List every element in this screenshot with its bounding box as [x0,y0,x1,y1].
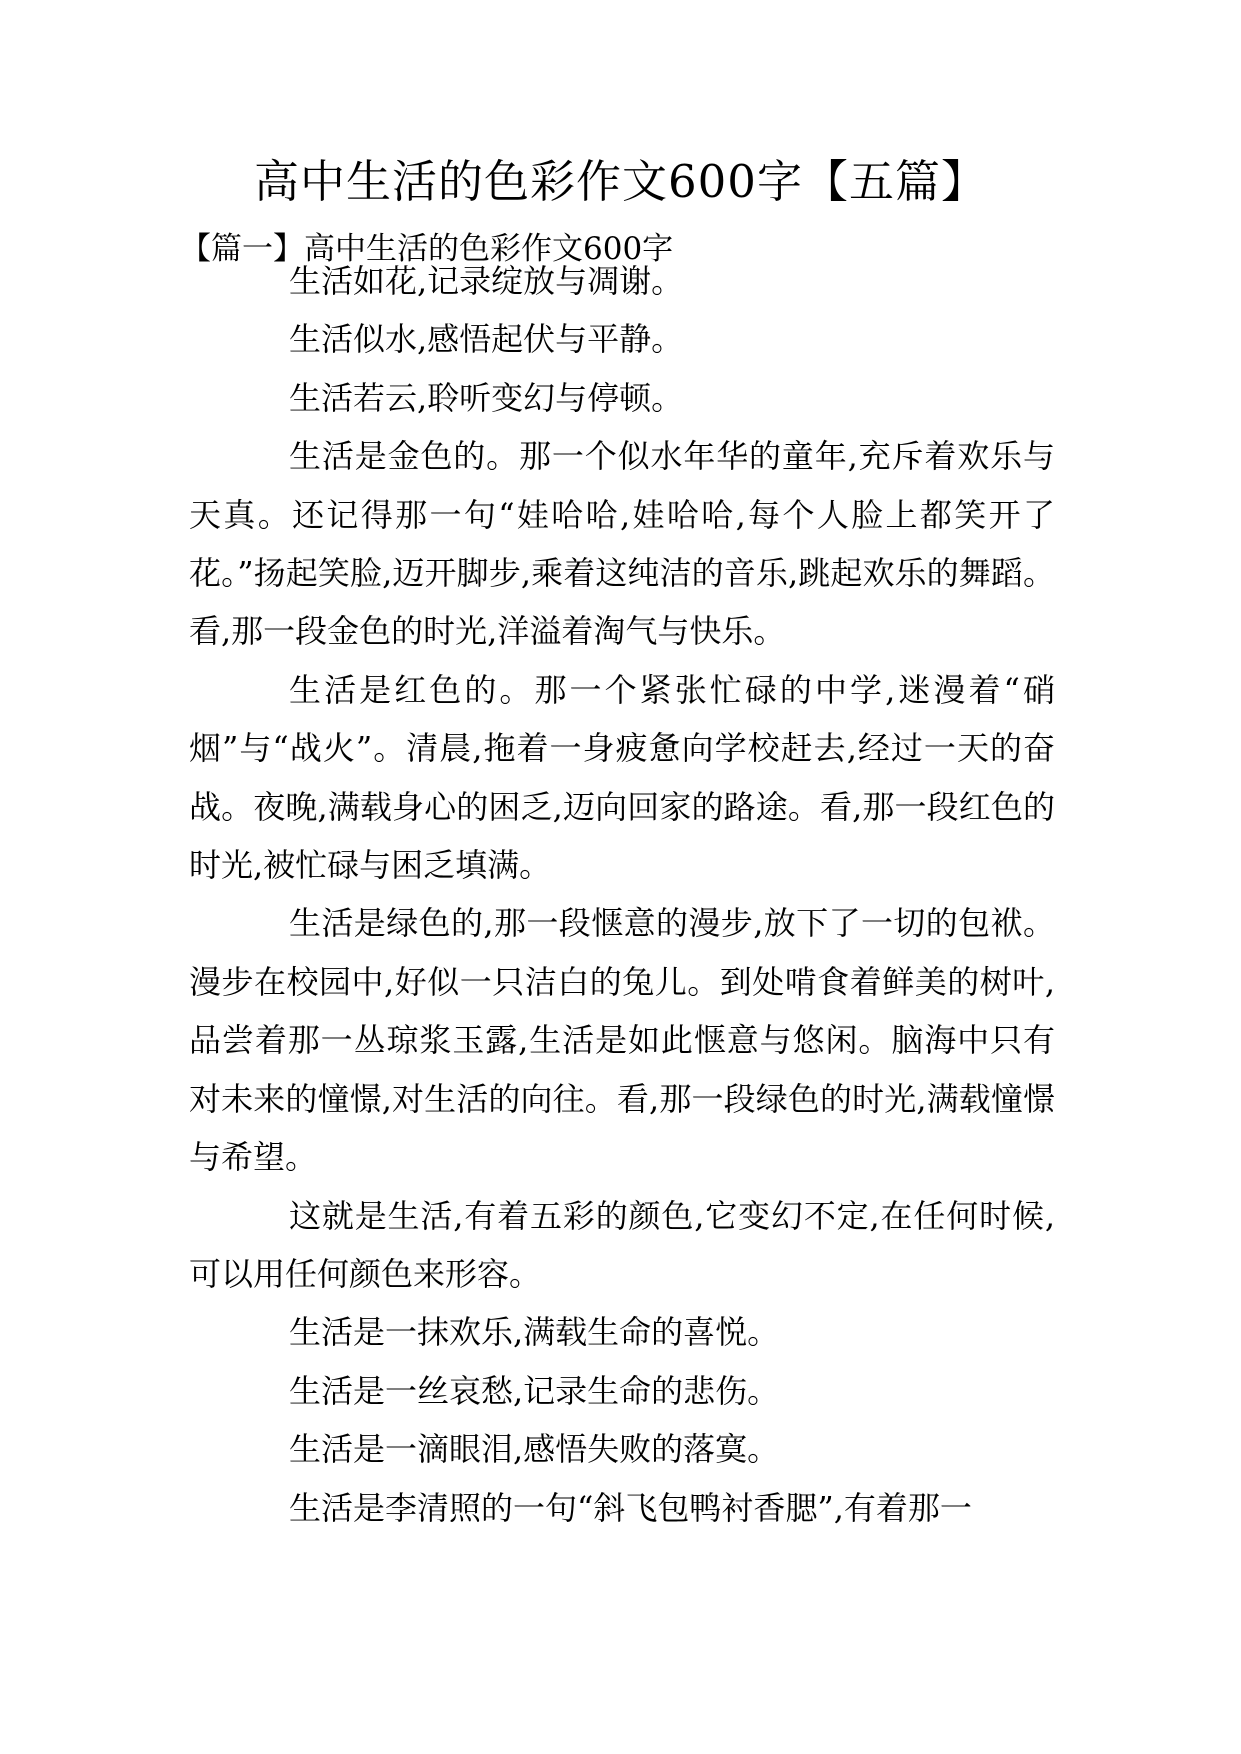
paragraph: 生活是金色的。那一个似水年华的童年,充斥着欢乐与天真。还记得那一句“娃哈哈,娃哈哈,每个人脸上都笑开了花。”扬起笑脸,迈开脚步,乘着这纯洁的音乐,跳起欢乐的舞蹈。看,那一段金色的时光,洋溢着淘气与快乐。 [189,437,1055,651]
paragraph: 生活如花,记录绽放与凋谢。 [289,262,684,300]
paragraph: 生活是一滴眼泪,感悟失败的落寞。 [289,1430,780,1469]
paragraph: 生活是一抹欢乐,满载生命的喜悦。 [289,1313,780,1352]
body-text [189,252,1055,1537]
section-heading: 【篇一】高中生活的色彩作文600字 [180,231,674,267]
document-title: 高中生活的色彩作文600字【五篇】 [254,155,987,208]
paragraph: 生活是李清照的一句“斜飞包鸭衬香腮”,有着那一 [289,1488,972,1527]
paragraph: 生活似水,感悟起伏与平静。 [289,320,684,359]
paragraph: 生活是红色的。那一个紧张忙碌的中学,迷漫着“硝烟”与“战火”。清晨,拖着一身疲惫向学校赶去,经过一天的奋战。夜晚,满载身心的困乏,迈向回家的路途。看,那一段红色的时光,被忙碌与困乏填满。 [189,670,1055,885]
paragraph: 生活是绿色的,那一段惬意的漫步,放下了一切的包袱。漫步在校园中,好似一只洁白的兔儿。到处啃食着鲜美的树叶,品尝着那一丛琼浆玉露,生活是如此惬意与悠闲。脑海中只有对未来的憧憬,对生活的向往。看,那一段绿色的时光,满载憧憬与希望。 [189,904,1055,1177]
paragraph: 生活若云,聆听变幻与停顿。 [289,378,684,417]
paragraph: 这就是生活,有着五彩的颜色,它变幻不定,在任何时候,可以用任何颜色来形容。 [189,1196,1055,1293]
paragraph: 生活是一丝哀愁,记录生命的悲伤。 [289,1371,780,1410]
